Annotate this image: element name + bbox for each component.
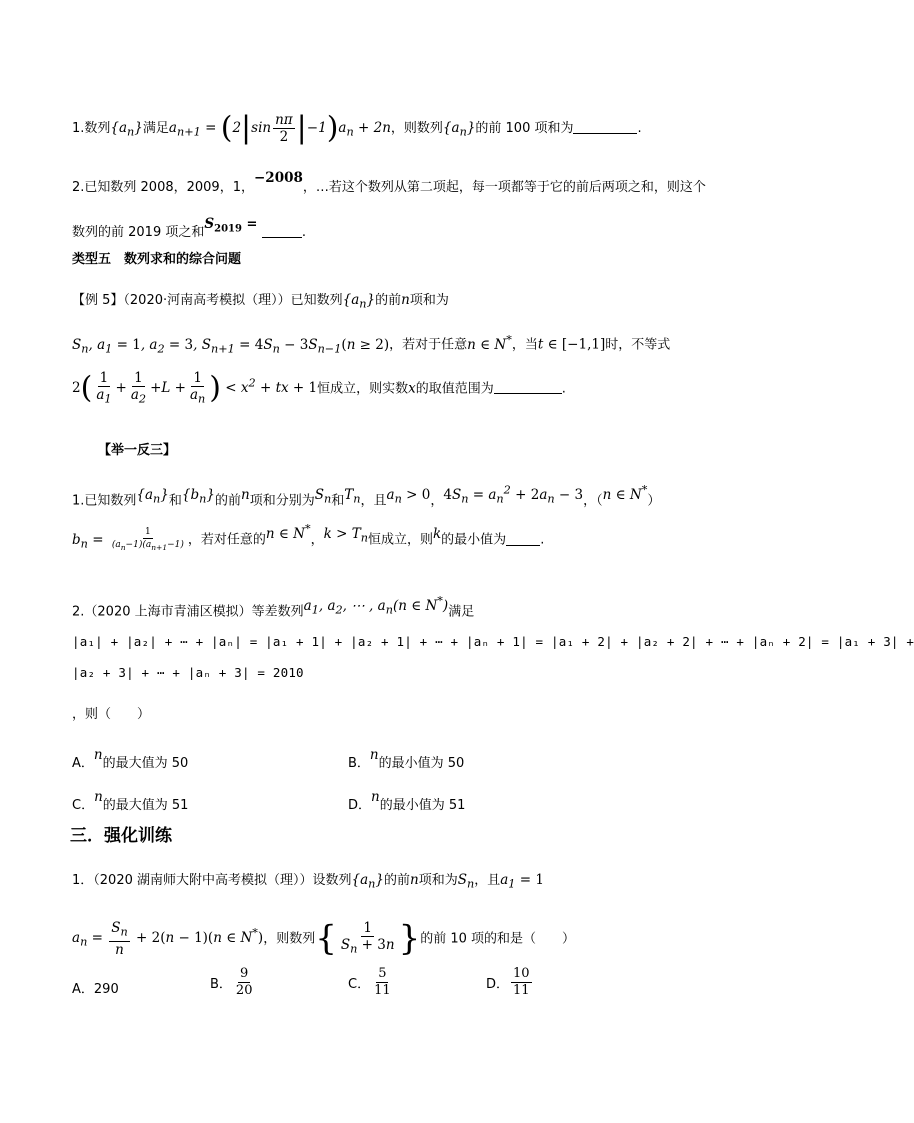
math-n: n — [401, 292, 410, 308]
option-text: 的最小值为 50 — [378, 756, 465, 771]
option-text: 的最小值为 51 — [379, 798, 466, 813]
p1-line2-text1: ，若对任意的 — [187, 532, 266, 548]
p1-text5: ，（ — [583, 493, 603, 509]
math-n-in-N: n ∈ N* — [602, 483, 648, 503]
p1-and: 和 — [168, 493, 182, 509]
answer-blank — [262, 223, 302, 238]
math-an: $\{a_n\}$ — [136, 486, 169, 506]
fraction-denominator: 20 — [235, 983, 253, 998]
p2-eq-line2: |a₂ + 3| + ⋯ + |aₙ + 3| = 2010 — [72, 665, 304, 680]
p1-prefix: 1.已知数列 — [72, 493, 137, 509]
ex5-text2: 的前 — [375, 293, 402, 308]
ex5-line2-text2: ，当 — [511, 337, 538, 353]
practice-2-equation-line-2 — [72, 663, 304, 683]
fraction-numerator: 5 — [378, 966, 387, 981]
p1-text2: 项和分别为 — [249, 493, 315, 509]
q1-suffix: 的前 100 项和为 — [475, 121, 574, 136]
practice-2-line-1 — [72, 594, 475, 626]
math-n-in-N: n ∈ N* — [467, 333, 512, 353]
option-var: n — [371, 789, 380, 805]
practice-heading — [98, 441, 176, 461]
p1-text6: ） — [647, 493, 661, 509]
option-b — [348, 747, 465, 771]
fraction-denominator: 11 — [513, 983, 530, 998]
t1-prefix: 1．（2020 湖南师大附中高考模拟（理））设数列 — [72, 873, 352, 888]
practice-title: 【举一反三】 — [98, 443, 177, 458]
ex5-text1: 已知数列 — [290, 293, 343, 308]
q2-line1a: 2.已知数列 2008，2009，1， — [72, 180, 254, 195]
practice-2-ask — [72, 705, 150, 725]
t1-text3: ，且 — [474, 873, 501, 888]
q1-mid2: ，则数列 — [390, 121, 443, 136]
q2-line2a: 数列的前 2019 项之和 — [72, 225, 205, 240]
practice-1-line-2 — [72, 522, 545, 554]
option-value: 290 — [93, 982, 119, 997]
option-fraction — [372, 966, 393, 999]
option-letter: B． — [210, 977, 232, 992]
fraction-numerator: 10 — [513, 966, 530, 981]
section3-title: 三．强化训练 — [70, 826, 172, 846]
option-letter: D． — [348, 798, 372, 813]
practice-2-equation-line-1 — [72, 632, 914, 652]
math-inequality: 2( $\frac{1}{a_1}$ + $\frac{1}{a_2}$ +L + $\frac{1}{a_n}$ ) < $x^2$ + tx + 1 — [72, 370, 318, 406]
q2-sum-symbol — [204, 216, 262, 235]
math-n-in-N: n ∈ N* — [265, 522, 311, 542]
math-n: n — [241, 486, 250, 503]
option-var: n — [369, 747, 379, 763]
option-letter: C． — [72, 798, 95, 813]
option-fraction — [511, 966, 532, 999]
option-var: n — [93, 747, 103, 763]
option-text: 的最大值为 51 — [102, 798, 189, 813]
ex5-line3-text2: 的取值范围为 — [415, 381, 494, 397]
math-an-set: $\{a_n\}$ — [351, 872, 384, 891]
example-5-line-3 — [72, 370, 566, 408]
ex5-text3: 项和为 — [409, 293, 449, 308]
option-letter: D． — [486, 977, 510, 992]
p1-line2-text3: 恒成立，则 — [367, 532, 433, 548]
q2-s: S — [204, 216, 215, 232]
p2-ask: ，则（ ） — [72, 707, 151, 722]
p2-eq-line1: |a₁| + |a₂| + ⋯ + |aₙ| = |a₁ + 1| + |a₂ + 1| + ⋯ + |aₙ + 1| = |a₁ + 2| + |a₂ + 2| + ⋯ + |aₙ + 2| = |a₁ + 3| + — [72, 634, 914, 649]
p2-prefix: 2.（2020 上海市青浦区模拟）等差数列 — [72, 604, 304, 620]
math-relation: $4S_n = a_n^2 + 2a_n - 3$ — [443, 483, 584, 506]
option-text: 的最大值为 50 — [102, 756, 189, 771]
p1-line2-text4: 的最小值为 — [441, 532, 507, 548]
q1-end: . — [637, 121, 642, 136]
training-1-line-2 — [72, 920, 575, 958]
option-letter: B． — [348, 756, 370, 771]
option-fraction — [234, 966, 255, 999]
option-var: n — [94, 789, 103, 805]
ex5-source: （2020·河南高考模拟（理）） — [123, 293, 291, 308]
option-letter: A． — [72, 982, 94, 997]
ex5-line2-text3: 时，不等式 — [605, 337, 671, 353]
training-1-line-1 — [72, 870, 544, 895]
p1-line2-text2: ， — [310, 532, 324, 548]
option-a — [72, 747, 189, 771]
math-a1: $a_1 = 1$ — [500, 872, 544, 891]
math-bn-def: $b_n$ = $\frac{1}{(a_n-1)(a_{n+1}-1)}$ — [72, 527, 184, 552]
math-n: n — [410, 872, 419, 888]
t1-option-c — [348, 966, 395, 999]
p1-text4: ， — [430, 493, 444, 509]
math-Sn: $S_n$ — [457, 872, 475, 891]
math-recurrence: $a_{n+1} = (2|\sin$ $\frac{n\pi}{2}$ $|-1)a_n + 2n$ — [168, 110, 391, 146]
option-letter: A． — [72, 756, 94, 771]
p1-text3: ，且 — [360, 493, 387, 509]
q1-mid1: 满足 — [142, 121, 169, 136]
math-an-positive: $a_n > 0$ — [386, 486, 431, 506]
ex5-end: . — [561, 381, 566, 397]
math-k: k — [432, 525, 442, 542]
answer-blank — [573, 119, 637, 134]
answer-blank — [494, 379, 562, 394]
question-1 — [72, 112, 642, 145]
t1-option-a — [72, 978, 119, 997]
math-Sn: $S_n$ — [314, 486, 332, 506]
fraction-denominator: 11 — [374, 983, 391, 998]
math-an-set: $\{a_n\}$ — [342, 292, 376, 311]
type5-title: 类型五 数列求和的综合问题 — [72, 252, 242, 267]
q2-s-sub: 2019 — [214, 223, 242, 235]
q2-end: . — [301, 225, 307, 240]
p1-and2: 和 — [331, 493, 345, 509]
q2-line1b: ，…若这个数列从第二项起，每一项都等于它的前后两项之和，则这个 — [302, 180, 706, 195]
q2-neg-number: −2008 — [253, 170, 303, 186]
option-c — [72, 789, 189, 813]
example-5-line-1 — [72, 290, 449, 315]
p2-text1: 满足 — [448, 604, 475, 620]
math-k-gt-Tn: $k > T_n$ — [323, 525, 368, 545]
example-5-line-2 — [72, 330, 670, 359]
p1-end: . — [540, 532, 545, 548]
p1-text1: 的前 — [214, 493, 241, 509]
math-an-def: $a_n$ = $\frac{S_n}{n}$ + 2(n − 1)(n ∈ N*) — [72, 920, 264, 958]
math-x: x — [408, 380, 416, 397]
type-5-heading — [72, 250, 241, 270]
q2-eq: = — [241, 217, 262, 232]
math-seq-recip: { $\frac{1}{S_n + 3n}$ } — [315, 918, 421, 959]
math-an-set: $\{a_n\}$ — [110, 120, 143, 139]
t1-text2: 项和为 — [418, 873, 458, 888]
q1-prefix: 1.数列 — [72, 121, 111, 136]
ex5-label: 【例 5】 — [72, 293, 124, 308]
question-2-line-1 — [72, 170, 706, 198]
question-2-line-2 — [72, 216, 307, 248]
answer-blank — [506, 531, 540, 546]
section-3-heading — [70, 826, 172, 848]
ex5-line3-text1: 恒成立，则实数 — [317, 381, 409, 397]
t1-line2-text1: ，则数列 — [263, 931, 316, 947]
t1-text1: 的前 — [383, 873, 410, 888]
option-d — [348, 789, 466, 813]
math-conditions: $S_n$, $a_1 = 1$, $a_2 = 3$, $S_{n+1} = 4S_n - 3S_{n-1}(n \ge 2)$ — [72, 336, 390, 356]
practice-1-line-1 — [72, 483, 661, 515]
math-sequence: $a_1$, $a_2$, ⋯ , $a_n(n$ ∈ N*) — [303, 594, 449, 617]
math-t-range: t ∈ [−1,1] — [537, 336, 606, 353]
math-an-set-2: $\{a_n\}$ — [442, 120, 476, 139]
t1-option-b — [210, 966, 256, 999]
fraction-numerator: 9 — [240, 966, 249, 981]
option-letter: C． — [348, 977, 371, 992]
t1-line2-text2: 的前 10 项的和是（ ） — [420, 931, 576, 947]
math-bn: $\{b_n\}$ — [181, 486, 215, 506]
t1-option-d — [486, 966, 534, 999]
math-Tn: $T_n$ — [344, 486, 361, 506]
ex5-line2-text1: ，若对于任意 — [389, 337, 468, 353]
